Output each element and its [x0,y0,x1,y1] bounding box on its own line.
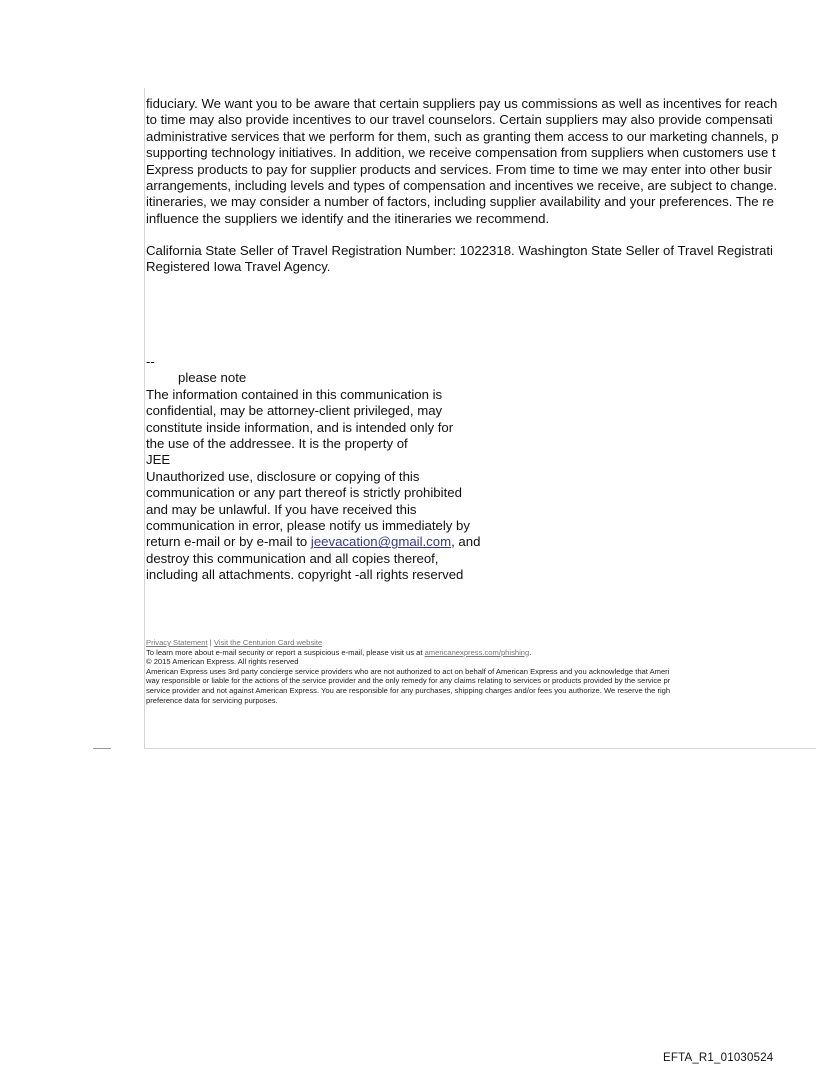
legal-line: way responsible or liable for the actions of the service provider and the only remedy for any claims relating to services or products provided by the service pr [146,676,671,686]
signature-line: constitute inside information, and is intended only for [146,419,454,435]
privacy-statement-link[interactable]: Privacy Statement [146,638,208,647]
return-suffix: , and [451,534,481,550]
amex-footer [146,638,816,705]
security-prefix: To learn more about e-mail security or report a suspicious e-mail, please visit us at [146,647,425,657]
signature-line: the use of the addressee. It is the property of [146,436,408,452]
signature-line: destroy this communication and all copies thereof, [146,550,439,566]
footer-links-row [146,638,816,648]
disclosure-line: administrative services that we perform for them, such as granting them access to our marketing channels, p [146,128,779,144]
signature-line: including all attachments. copyright -all rights reserved [146,567,464,583]
legal-line: preference data for servicing purposes. [146,695,278,705]
disclosure-line: itineraries, we may consider a number of factors, including supplier availability and your preferences. The re [146,194,774,210]
security-suffix: . [529,647,532,657]
return-prefix: return e-mail or by e-mail to [146,534,311,550]
document-id: EFTA_R1_01030524 [663,1052,774,1064]
signature-line: confidential, may be attorney-client privileged, may [146,403,443,419]
footer-separator: | [209,638,212,647]
signature-line: and may be unlawful. If you have received this [146,501,417,517]
scan-mark [93,748,111,749]
seller-of-travel-registration [146,243,816,276]
registration-line: Registered Iowa Travel Agency. [146,259,331,275]
copyright-line: © 2015 American Express. All rights reserved [146,657,299,667]
supplier-compensation-disclosure [146,96,816,227]
disclosure-line: to time may also provide incentives to our travel counselors. Certain suppliers may also provide compensati [146,112,773,128]
signature-line: Unauthorized use, disclosure or copying of this [146,468,420,484]
legal-line: service provider and not against American Express. You are responsible for any purchases, shipping charges and/or fees you authorize. We reserve the righ [146,685,671,695]
registration-line: California State Seller of Travel Registration Number: 1022318. Washington State Seller of Travel Registrati [146,243,773,258]
signature-line: communication or any part thereof is strictly prohibited [146,485,462,501]
disclosure-line: arrangements, including levels and types of compensation and incentives we receive, are subject to change. [146,178,778,194]
disclosure-line: influence the suppliers we identify and the itineraries we recommend. [146,210,550,226]
legal-line: American Express uses 3rd party concierge service providers who are not authorized to act on behalf of American Express and you acknowledge that Ameri [146,666,670,676]
signature-line: communication in error, please notify us immediately by [146,518,470,534]
confidentiality-signature [146,354,566,584]
security-notice [146,648,816,658]
email-link[interactable]: jeevacation@gmail.com [310,534,452,550]
signature-line: The information contained in this communication is [146,386,443,402]
signature-note: please note [178,370,247,386]
disclosure-line: Express products to pay for supplier products and services. From time to time we may enter into other busir [146,161,772,177]
signature-line: JEE [146,452,171,468]
centurion-card-link[interactable]: Visit the Centurion Card website [213,638,323,647]
signature-dashes: -- [146,354,155,369]
phishing-link[interactable]: americanexpress.com/phishing [424,647,530,657]
signature-return-line [146,534,566,550]
disclosure-line: supporting technology initiatives. In addition, we receive compensation from suppliers when customers use t [146,145,776,161]
disclosure-line: fiduciary. We want you to be aware that certain suppliers pay us commissions as well as incentives for reach [146,96,778,111]
